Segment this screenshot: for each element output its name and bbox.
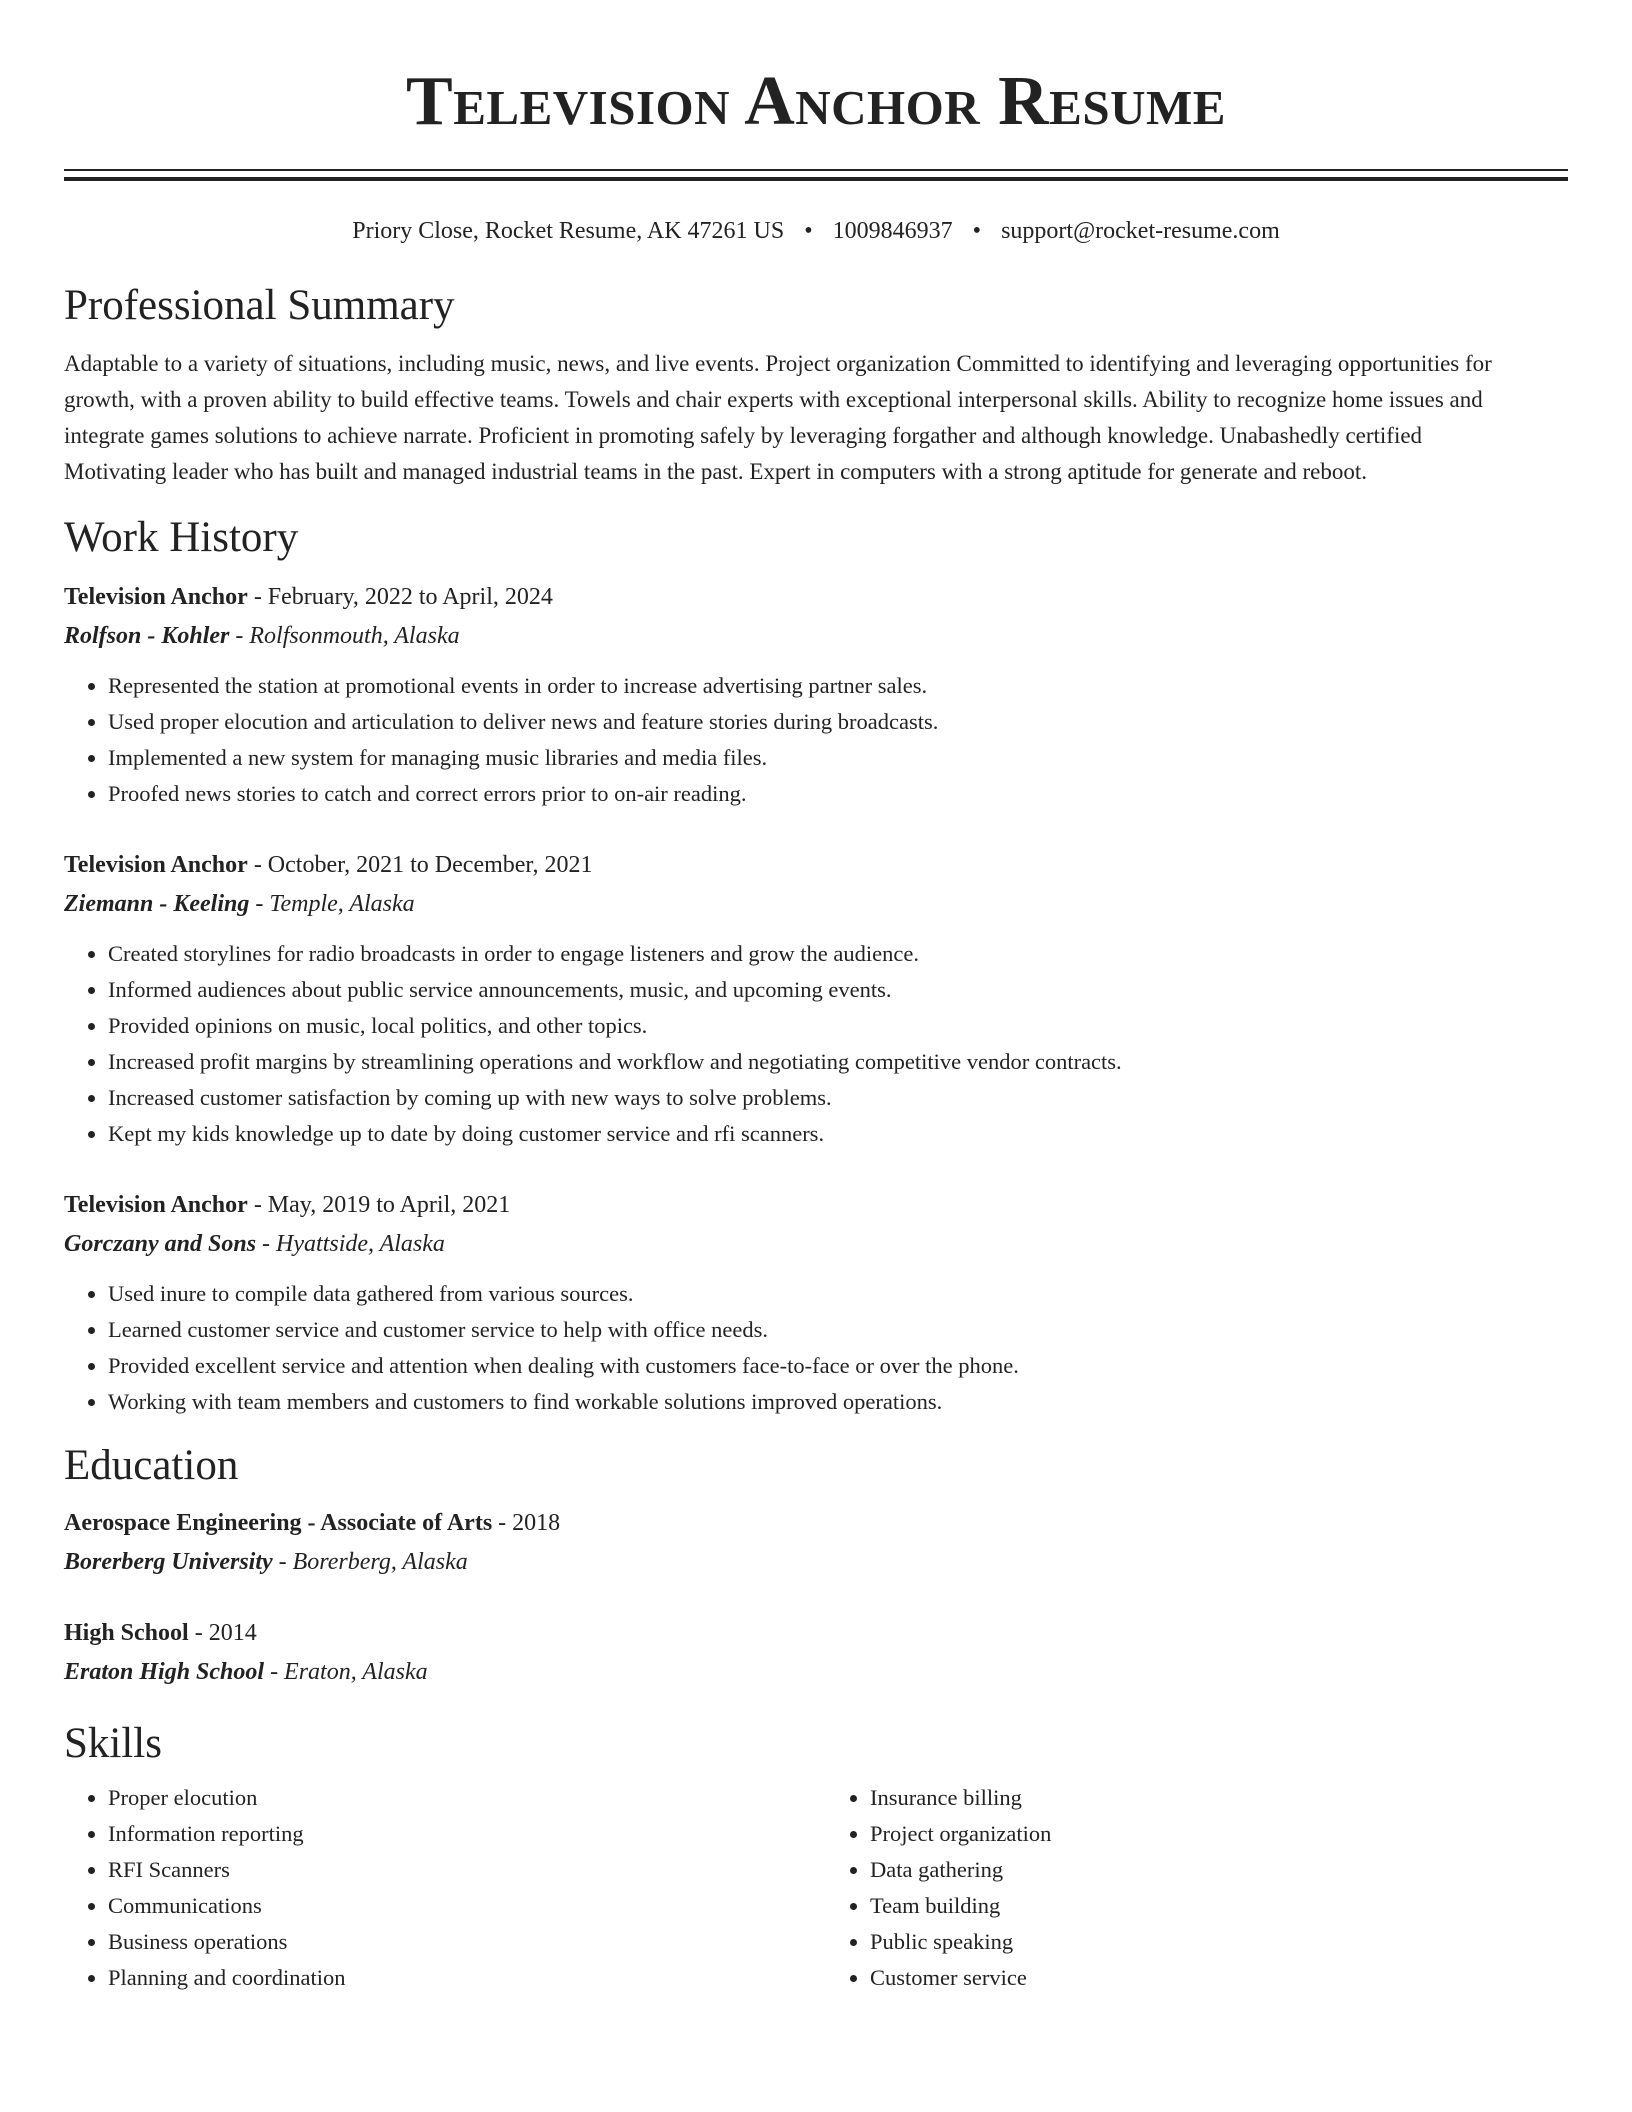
contact-separator: • bbox=[804, 218, 813, 244]
list-item: • Proofed news stories to catch and correct errors prior to on-air reading. bbox=[108, 776, 1568, 812]
job-entry bbox=[64, 578, 1568, 812]
skill-item: • Insurance billing bbox=[870, 1780, 1568, 1816]
education-degree: Aerospace Engineering - Associate of Arts bbox=[64, 1510, 493, 1536]
list-item: • Provided excellent service and attention when dealing with customers face-to-face or over the phone. bbox=[108, 1348, 1568, 1384]
education-school-line bbox=[64, 1542, 1568, 1582]
education-entry bbox=[64, 1614, 1568, 1692]
education-header bbox=[64, 1614, 1568, 1652]
skill-item: • Planning and coordination bbox=[108, 1960, 806, 1996]
job-header bbox=[64, 578, 1568, 616]
job-employer bbox=[64, 884, 1568, 924]
job-company: Ziemann - Keeling bbox=[64, 891, 250, 917]
education-school-line bbox=[64, 1652, 1568, 1692]
job-title: Television Anchor bbox=[64, 584, 248, 610]
job-entry bbox=[64, 846, 1568, 1152]
resume-page bbox=[64, 0, 1568, 1996]
skills-column-right bbox=[826, 1780, 1568, 1996]
work-list bbox=[64, 578, 1568, 1420]
summary-text: Adaptable to a variety of situations, including music, news, and live events. Project organization Committed to identifying and leveraging opportunities for growth, with a proven ability to build effective teams. Towels and chair experts with exceptional interpersonal skills. Ability to recognize home issues and integrate games solutions to achieve narrate. Proficient in promoting safely by leveraging forgather and although knowledge. Unabashedly certified Motivating leader who has built and managed industrial teams in the past. Expert in computers with a strong aptitude for generate and reboot. bbox=[64, 351, 1492, 484]
skills-section bbox=[64, 1718, 1568, 1996]
job-location: - Hyattside, Alaska bbox=[256, 1231, 445, 1257]
job-dates: - May, 2019 to April, 2021 bbox=[247, 1192, 511, 1218]
job-location: - Temple, Alaska bbox=[249, 891, 415, 917]
skill-item: • Business operations bbox=[108, 1924, 806, 1960]
job-entry bbox=[64, 1186, 1568, 1420]
education-year: - 2014 bbox=[188, 1620, 257, 1646]
section-heading-work: Work History bbox=[64, 514, 299, 561]
section-heading-summary: Professional Summary bbox=[64, 282, 455, 329]
education-school: Borerberg University bbox=[64, 1549, 273, 1575]
job-bullets bbox=[64, 936, 1568, 1152]
job-dates: - October, 2021 to December, 2021 bbox=[247, 852, 593, 878]
education-location: - Borerberg, Alaska bbox=[272, 1549, 468, 1575]
list-item: • Represented the station at promotional events in order to increase advertising partner sales. bbox=[108, 668, 1568, 704]
job-header bbox=[64, 1186, 1568, 1224]
contact-line bbox=[64, 215, 1568, 247]
job-employer bbox=[64, 1224, 1568, 1264]
list-item: • Kept my kids knowledge up to date by doing customer service and rfi scanners. bbox=[108, 1116, 1568, 1152]
education-list bbox=[64, 1504, 1568, 1692]
job-bullets bbox=[64, 1276, 1568, 1420]
list-item: • Informed audiences about public service announcements, music, and upcoming events. bbox=[108, 972, 1568, 1008]
skill-item: • RFI Scanners bbox=[108, 1852, 806, 1888]
education-degree: High School bbox=[64, 1620, 189, 1646]
work-history-section bbox=[64, 512, 1568, 1420]
job-title: Television Anchor bbox=[64, 1192, 248, 1218]
contact-separator: • bbox=[972, 218, 982, 244]
education-year: - 2018 bbox=[492, 1510, 561, 1536]
education-location: - Eraton, Alaska bbox=[264, 1659, 428, 1685]
section-heading-education: Education bbox=[64, 1442, 239, 1489]
contact-address: Priory Close, Rocket Resume, AK 47261 US bbox=[352, 218, 785, 244]
skill-item: • Project organization bbox=[870, 1816, 1568, 1852]
skill-item: • Customer service bbox=[870, 1960, 1568, 1996]
education-entry bbox=[64, 1504, 1568, 1582]
job-company: Rolfson - Kohler bbox=[64, 623, 230, 649]
skill-item: • Communications bbox=[108, 1888, 806, 1924]
job-employer bbox=[64, 616, 1568, 656]
professional-summary-section bbox=[64, 280, 1568, 490]
job-title: Television Anchor bbox=[64, 852, 248, 878]
job-bullets bbox=[64, 668, 1568, 812]
skill-item: • Proper elocution bbox=[108, 1780, 806, 1816]
title-divider-thin bbox=[64, 169, 1568, 171]
education-header bbox=[64, 1504, 1568, 1542]
list-item: • Increased customer satisfaction by coming up with new ways to solve problems. bbox=[108, 1080, 1568, 1116]
title-divider-thick bbox=[64, 177, 1568, 181]
contact-email: support@rocket-resume.com bbox=[1001, 218, 1280, 244]
skill-item: • Team building bbox=[870, 1888, 1568, 1924]
education-school: Eraton High School bbox=[64, 1659, 265, 1685]
list-item: • Implemented a new system for managing music libraries and media files. bbox=[108, 740, 1568, 776]
education-section bbox=[64, 1440, 1568, 1692]
list-item: • Provided opinions on music, local politics, and other topics. bbox=[108, 1008, 1568, 1044]
list-item: • Increased profit margins by streamlining operations and workflow and negotiating competitive vendor contracts. bbox=[108, 1044, 1568, 1080]
skill-item: • Information reporting bbox=[108, 1816, 806, 1852]
list-item: • Created storylines for radio broadcasts in order to engage listeners and grow the audience. bbox=[108, 936, 1568, 972]
skills-column-left bbox=[64, 1780, 806, 1996]
skill-item: • Data gathering bbox=[870, 1852, 1568, 1888]
list-item: • Used proper elocution and articulation to deliver news and feature stories during broadcasts. bbox=[108, 704, 1568, 740]
resume-title: Television Anchor Resume bbox=[406, 63, 1226, 140]
list-item: • Working with team members and customers to find workable solutions improved operations. bbox=[108, 1384, 1568, 1420]
job-location: - Rolfsonmouth, Alaska bbox=[229, 623, 460, 649]
list-item: • Used inure to compile data gathered from various sources. bbox=[108, 1276, 1568, 1312]
list-item: • Learned customer service and customer service to help with office needs. bbox=[108, 1312, 1568, 1348]
job-dates: - February, 2022 to April, 2024 bbox=[247, 584, 553, 610]
skill-item: • Public speaking bbox=[870, 1924, 1568, 1960]
skills-grid bbox=[64, 1780, 1568, 1996]
contact-phone: 1009846937 bbox=[832, 218, 953, 244]
job-company: Gorczany and Sons bbox=[64, 1231, 257, 1257]
job-header bbox=[64, 846, 1568, 884]
section-heading-skills: Skills bbox=[64, 1720, 162, 1767]
